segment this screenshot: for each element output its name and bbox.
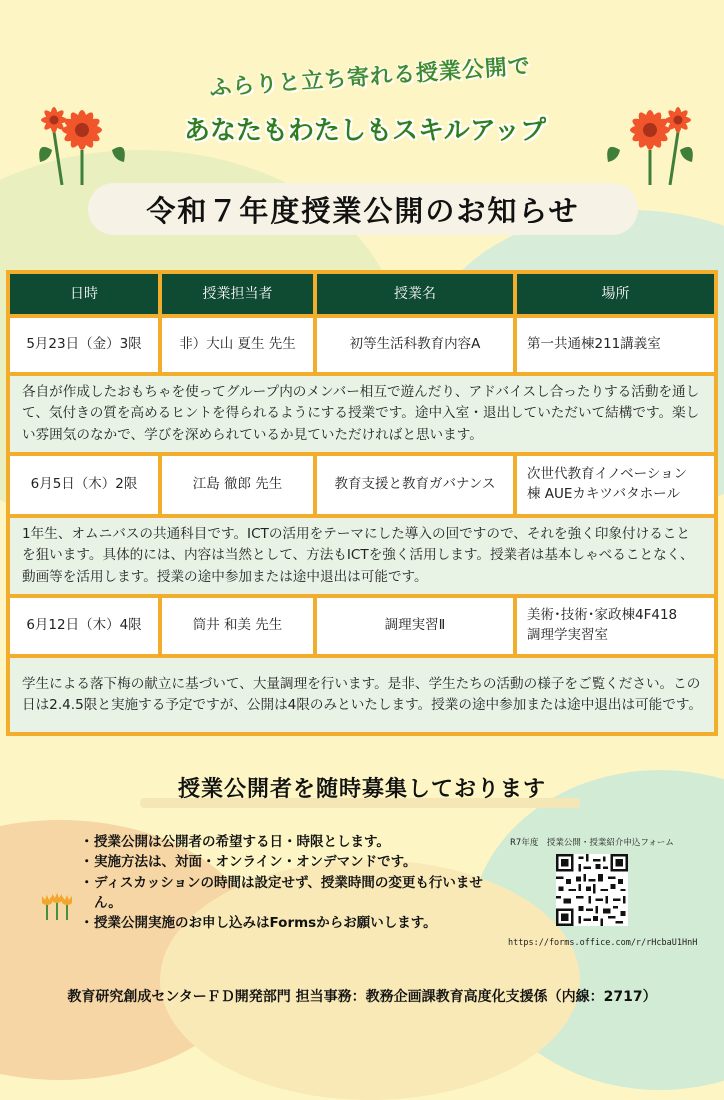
table-header-teacher: 授業担当者 (162, 274, 313, 314)
row1-place-line1: 第一共通棟211講義室 (527, 336, 661, 353)
bullet-text: 実施方法は、対面・オンライン・オンデマンドです。 (94, 854, 417, 871)
flower-left-icon (32, 100, 132, 185)
row1-teacher: 非）大山 夏生 先生 (162, 318, 313, 372)
bullet-mark: ・ (80, 834, 94, 850)
bullet-text: ディスカッションの時間は設定せず、授業時間の変更も行いません。 (94, 874, 483, 911)
tulip-icon (40, 892, 74, 922)
row2-description: 1年生、オムニバスの共通科目です。ICTの活用をテーマにした導入の回ですので、それを強く印象付けることを狙います。具体的には、内容は当然として、方法もICTを強く活用します。授業者は基本しゃべることなく、動画等を活用します。授業の途中参加または途中退出は可能です。 (10, 518, 714, 594)
list-item (80, 913, 500, 933)
row1-datetime: 5月23日（金）3限 (10, 318, 158, 372)
schedule-table (6, 270, 718, 736)
row1-description: 各自が作成したおもちゃを使ってグループ内のメンバー相互で遊んだり、アドバイスし合ったりする活動を通して、気付きの質を高めるヒントを得られるようにする授業です。途中入室・退出していただいて結構です。楽しい雰囲気のなかで、学びを深められているか見ていただければと思います。 (10, 376, 714, 452)
footer-contact: 教育研究創成センターＦＤ開発部門 担当事務：教務企画課教育高度化支援係（内線：2717） (67, 989, 657, 1005)
bullet-mark: ・ (80, 874, 94, 891)
qr-label: R7年度 授業公開・授業紹介申込フォーム (510, 838, 674, 848)
row2-place-line2: 棟 AUEカキツバタホール (527, 486, 680, 502)
table-header-course: 授業名 (317, 274, 513, 314)
row2-course: 教育支援と教育ガバナンス (317, 456, 513, 514)
bullet-text: 授業公開は公開者の希望する日・時限とします。 (94, 834, 390, 850)
recruit-bullet-list (80, 832, 500, 933)
bullet-mark: ・ (80, 854, 94, 871)
list-item (80, 832, 500, 852)
list-item (80, 873, 500, 914)
form-url-link[interactable]: https://forms.office.com/r/rHcbaU1HnH (508, 938, 698, 948)
row3-description: 学生による落下梅の献立に基づいて、大量調理を行います。是非、学生たちの活動の様子をご覧ください。この日は2.4.5限と実施する予定ですが、公開は4限のみといたします。授業の途中参加または途中退出は可能です。 (10, 658, 714, 732)
row2-place-line1: 次世代教育イノベーション (527, 466, 688, 483)
row2-teacher: 江島 徹郎 先生 (162, 456, 313, 514)
table-header-datetime: 日時 (10, 274, 158, 314)
page-title: 令和７年度授業公開のお知らせ (88, 183, 638, 235)
list-item (80, 852, 500, 872)
table-header-place: 場所 (517, 274, 714, 314)
row2-place (517, 456, 714, 514)
bullet-text: 授業公開実施のお申し込みはFormsからお願いします。 (94, 915, 437, 931)
row1-course: 初等生活科教育内容A (317, 318, 513, 372)
row2-datetime: 6月5日（木）2限 (10, 456, 158, 514)
header-catchphrase: あなたもわたしもスキルアップ (184, 116, 546, 146)
row3-course: 調理実習Ⅱ (317, 598, 513, 654)
flower-right-icon (600, 100, 700, 185)
row3-place-line1: 美術･技術･家政棟4F418 (527, 607, 678, 624)
row1-place (517, 318, 714, 372)
row3-place-line2: 調理学実習室 (527, 627, 608, 643)
header-subtitle: ふらりと立ち寄れる授業公開で (208, 53, 532, 102)
row3-place (517, 598, 714, 654)
row3-datetime: 6月12日（木）4限 (10, 598, 158, 654)
qr-code-icon[interactable] (556, 854, 628, 926)
row3-teacher: 筒井 和美 先生 (162, 598, 313, 654)
bullet-mark: ・ (80, 915, 94, 931)
recruit-heading: 授業公開者を随時募集しております (177, 777, 546, 802)
